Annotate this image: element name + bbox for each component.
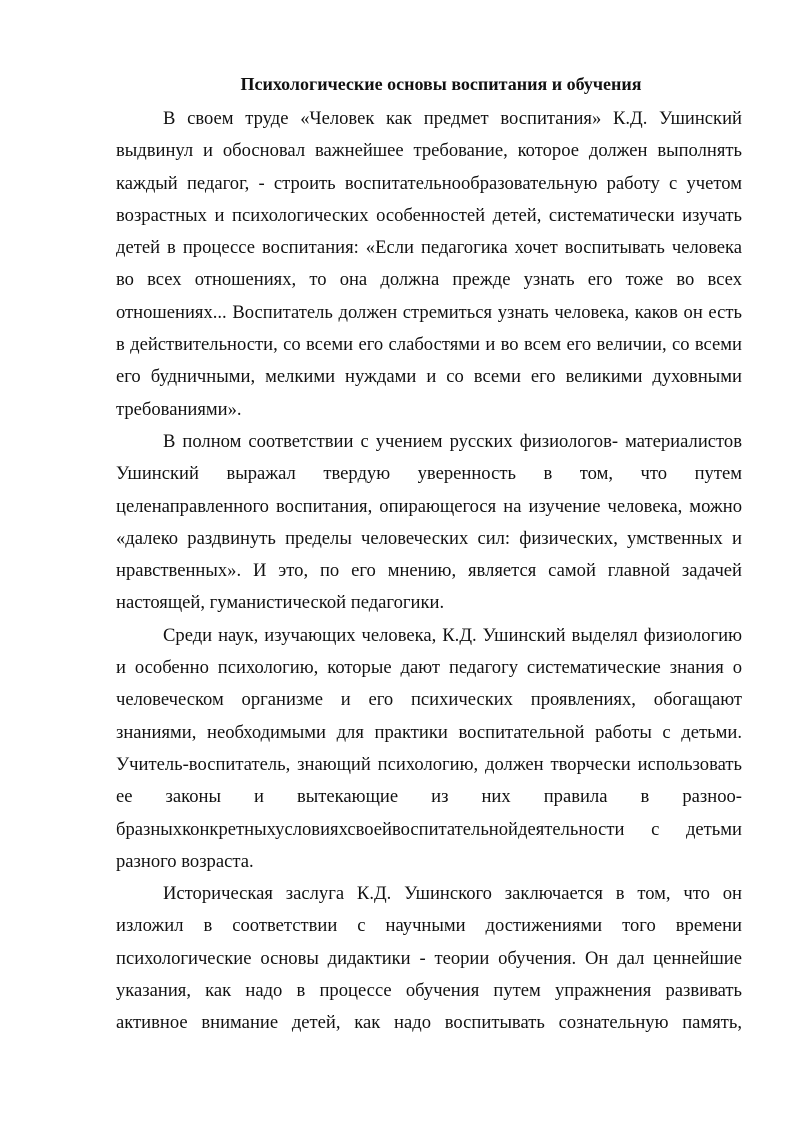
paragraph-line: указания, как надо в процессе обучения путем упражнения развивать	[116, 980, 742, 1002]
paragraph-line: и особенно психологию, которые дают педагогу систематические знания о	[116, 657, 742, 679]
document-page	[116, 72, 742, 1040]
paragraph-line: «далеко раздвинуть пределы человеческих сил: физических, умственных и	[116, 527, 742, 549]
paragraph-line: во всех отношениях, то она должна прежде узнать его тоже во всех	[116, 269, 742, 291]
paragraph-line: ее законы и вытекающие из них правила в разноо-	[116, 786, 742, 808]
paragraph-line: Учитель-воспитатель, знающий психологию, должен творчески использовать	[116, 753, 742, 775]
paragraph-line: человеческом организме и его психических проявлениях, обогащают	[116, 689, 742, 711]
document-title: Психологические основы воспитания и обучения	[240, 74, 642, 94]
paragraph-line: Ушинский выражал твердую уверенность в том, что путем	[116, 463, 742, 485]
paragraph-line: В своем труде «Человек как предмет воспитания» К.Д. Ушинский	[163, 108, 742, 129]
paragraph-3	[116, 620, 742, 878]
paragraph-1	[116, 103, 742, 426]
paragraph-line: детей в процессе воспитания: «Если педагогика хочет воспитывать человека	[116, 237, 742, 259]
paragraph-line: отношениях... Воспитатель должен стремиться узнать человека, каков он есть	[116, 301, 742, 323]
paragraph-line: нравственных». И это, по его мнению, является самой главной задачей	[116, 560, 742, 582]
paragraph-line: изложил в соответствии с научными достижениями того времени	[116, 915, 742, 937]
paragraph-4	[116, 878, 742, 1039]
paragraph-line: В полном соответствии с учением русских физиологов- материалистов	[163, 430, 742, 452]
paragraph-line: разного возраста.	[116, 850, 254, 872]
paragraph-line: выдвинул и обосновал важнейшее требование, которое должен выполнять	[116, 140, 742, 162]
paragraph-line: активное внимание детей, как надо воспитывать сознательную память,	[116, 1012, 742, 1034]
paragraph-line: возрастных и психологических особенностей детей, систематически изучать	[116, 204, 742, 226]
paragraph-line: каждый педагог, - строить воспитательнообразовательную работу с учетом	[116, 172, 742, 194]
paragraph-line: знаниями, необходимыми для практики воспитательной работы с детьми.	[116, 721, 742, 743]
paragraph-line: его будничными, мелкими нуждами и со всеми его великими духовными	[116, 366, 742, 388]
paragraph-line: в действительности, со всеми его слабостями и во всем его величии, со всеми	[116, 334, 742, 356]
paragraph-line: Историческая заслуга К.Д. Ушинского заключается в том, что он	[163, 883, 742, 905]
paragraph-line: психологические основы дидактики - теории обучения. Он дал ценнейшие	[116, 947, 742, 969]
paragraph-line: целенаправленного воспитания, опирающегося на изучение человека, можно	[116, 495, 742, 517]
paragraph-line: требованиями».	[116, 398, 242, 420]
paragraph-line: настоящей, гуманистической педагогики.	[116, 592, 445, 614]
paragraph-line: бразныхконкретныхусловияхсвоейвоспитательнойдеятельности с детьми	[116, 818, 742, 840]
paragraph-line: Среди наук, изучающих человека, К.Д. Ушинский выделял физиологию	[163, 624, 742, 646]
paragraph-2	[116, 426, 742, 620]
